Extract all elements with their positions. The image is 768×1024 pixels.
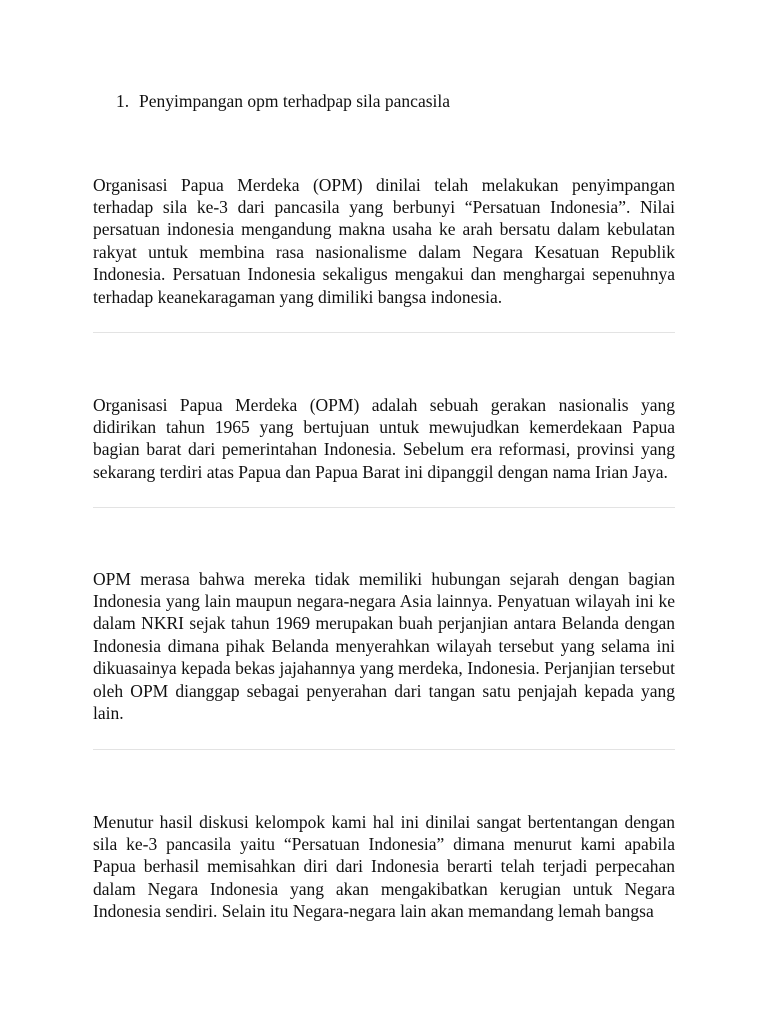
heading-text: Penyimpangan opm terhadpap sila pancasila (139, 91, 451, 111)
paragraph-3: OPM merasa bahwa mereka tidak memiliki hubungan sejarah dengan bagian Indonesia yang lain maupun negara-negara Asia lainnya. Penyatuan wilayah ini ke dalam NKRI sejak tahun 1969 merupakan buah perjanjian antara Belanda dengan Indonesia dimana pihak Belanda menyerahkan wilayah tersebut yang selama ini dikuasainya kepada bekas jajahannya yang merdeka, Indonesia. Perjanjian tersebut oleh OPM dianggap sebagai penyerahan dari tangan satu penjajah kepada yang lain. (93, 568, 675, 723)
divider-1 (93, 332, 675, 333)
divider-3 (93, 749, 675, 750)
paragraph-4: Menutur hasil diskusi kelompok kami hal ini dinilai sangat bertentangan dengan sila ke-3 pancasila yaitu “Persatuan Indonesia” dimana menurut kami apabila Papua berhasil memisahkan diri dari Indonesia berarti telah terjadi perpecahan dalam Negara Indonesia yang akan mengakibatkan kerugian untuk Negara Indonesia sendiri. Selain itu Negara-negara lain akan memandang lemah bangsa (93, 811, 675, 922)
divider-2 (93, 507, 675, 508)
paragraph-1: Organisasi Papua Merdeka (OPM) dinilai telah melakukan penyimpangan terhadap sila ke-3 dari pancasila yang berbunyi “Persatuan Indonesia”. Nilai persatuan indonesia mengandung makna usaha ke arah bersatu dalam kebulatan rakyat untuk membina rasa nasionalisme dalam Negara Kesatuan Republik Indonesia. Persatuan Indonesia sekaligus mengakui dan menghargai sepenuhnya terhadap keanekaragaman yang dimiliki bangsa indonesia. (93, 174, 675, 307)
list-number: 1. (116, 91, 130, 111)
section-heading (116, 90, 450, 112)
paragraph-2: Organisasi Papua Merdeka (OPM) adalah sebuah gerakan nasionalis yang didirikan tahun 1965 yang bertujuan untuk mewujudkan kemerdekaan Papua bagian barat dari pemerintahan Indonesia. Sebelum era reformasi, provinsi yang sekarang terdiri atas Papua dan Papua Barat ini dipanggil dengan nama Irian Jaya. (93, 394, 675, 482)
